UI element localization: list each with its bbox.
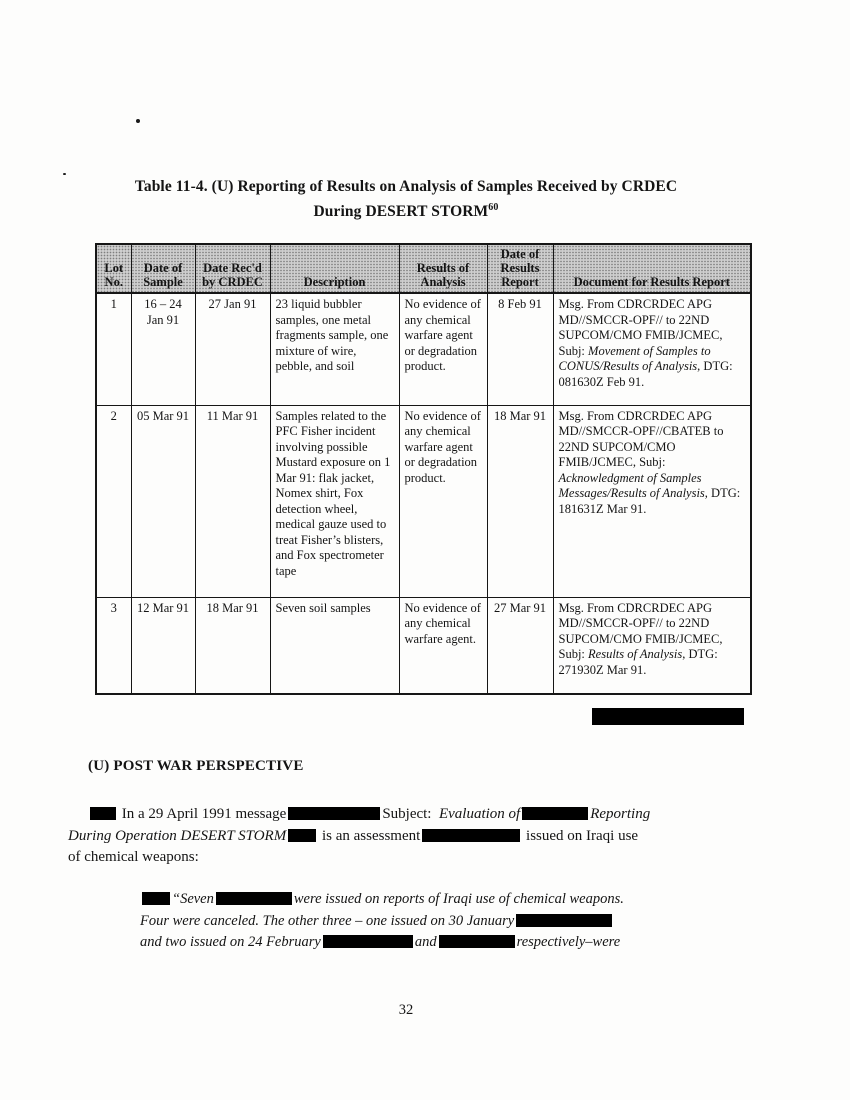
table-row — [96, 597, 751, 694]
redaction-bar — [216, 892, 292, 905]
scan-artifact-dot — [63, 173, 66, 175]
cited-title: During Operation DESERT STORM — [68, 827, 287, 844]
cited-title: Reporting — [590, 806, 651, 822]
table-title — [0, 176, 812, 222]
results-table — [95, 243, 752, 695]
body-text: issued on Iraqi use — [526, 827, 639, 844]
quote-line — [140, 932, 735, 954]
col-header-description: Description — [270, 244, 399, 293]
cell-results: No evidence of any chemical warfare agent or degradation product. — [399, 293, 487, 405]
document-subject-title: Acknowledgment of Samples Messages/Results of Analysis — [558, 470, 705, 500]
document-dtg: , DTG: 081630Z Feb 91. — [558, 359, 733, 389]
document-dtg: , DTG: 271930Z Mar 91. — [558, 647, 718, 677]
document-dtg: , DTG: 181631Z Mar 91. — [558, 486, 741, 516]
scan-artifact-dot — [136, 119, 140, 123]
page-number: 32 — [398, 1002, 414, 1018]
redaction-bar — [90, 807, 116, 820]
cell-date-of-sample: 12 Mar 91 — [131, 597, 195, 694]
redaction-bar — [142, 892, 170, 905]
quote-text: “Seven — [172, 891, 214, 907]
paragraph — [68, 804, 733, 869]
cell-results: No evidence of any chemical warfare agent. — [399, 597, 487, 694]
document-text: Msg. From CDRCRDEC APG MD//SMCCR-OPF// to 22ND SUPCOM/CMO FMIB/JCMEC, Subj: — [558, 600, 723, 661]
col-header-lot-no: Lot No. — [96, 244, 131, 293]
redaction-bar — [592, 708, 744, 725]
cell-date-of-report: 18 Mar 91 — [487, 405, 553, 597]
cell-lot-no: 1 — [96, 293, 131, 405]
table-row — [96, 293, 751, 405]
cell-description: Samples related to the PFC Fisher incident involving possible Mustard exposure on 1 Mar 91: flak jacket, Nomex shirt, Fox detection wheel, medical gauze used to treat Fisher’s blisters, and Fox spectrometer tape — [270, 405, 399, 597]
body-text: of chemical weapons: — [68, 849, 199, 865]
document-subject-title: Movement of Samples to CONUS/Results of Analysis — [558, 343, 711, 373]
redaction-bar — [422, 829, 520, 842]
table-title-line2 — [0, 197, 812, 222]
cell-date-of-sample: 16 – 24 Jan 91 — [131, 293, 195, 405]
redaction-bar — [323, 935, 413, 948]
cell-document — [553, 405, 751, 597]
cell-date-recd: 11 Mar 91 — [195, 405, 270, 597]
results-table-header — [96, 244, 751, 293]
col-header-results-of-analysis: Results of Analysis — [399, 244, 487, 293]
document-subject-title: Results of Analysis — [588, 647, 683, 661]
body-text: Subject: — [382, 806, 432, 822]
col-header-date-of-sample: Date of Sample — [131, 244, 195, 293]
cell-lot-no: 2 — [96, 405, 131, 597]
table-title-line1: Table 11-4. (U) Reporting of Results on Analysis of Samples Received by CRDEC — [134, 178, 678, 195]
paragraph-line — [68, 826, 733, 848]
cell-date-recd: 27 Jan 91 — [195, 293, 270, 405]
quote-line — [140, 889, 735, 911]
quote-line — [140, 911, 735, 933]
quote-text: were issued on reports of Iraqi use of chemical weapons. — [293, 891, 624, 907]
paragraph-line — [68, 804, 733, 826]
cell-lot-no: 3 — [96, 597, 131, 694]
cell-results: No evidence of any chemical warfare agent or degradation product. — [399, 405, 487, 597]
cell-description: Seven soil samples — [270, 597, 399, 694]
document-text: Msg. From CDRCRDEC APG MD//SMCCR-OPF//CBATEB to 22ND SUPCOM/CMO FMIB/JCMEC, Subj: — [558, 408, 724, 469]
redaction-bar — [516, 914, 612, 927]
redaction-bar — [439, 935, 515, 948]
body-text: is an assessment — [321, 827, 421, 844]
footnote-reference: 60 — [488, 202, 499, 213]
paragraph-line — [68, 847, 733, 869]
document-text: Msg. From CDRCRDEC APG MD//SMCCR-OPF// to 22ND SUPCOM/CMO FMIB/JCMEC, Subj: — [558, 297, 723, 358]
cell-description: 23 liquid bubbler samples, one metal fragments sample, one mixture of wire, pebble, and soil — [270, 293, 399, 405]
quote-text: and two issued on 24 February — [140, 934, 321, 950]
redaction-bar — [288, 807, 380, 820]
redaction-bar — [522, 807, 588, 820]
cell-date-of-sample: 05 Mar 91 — [131, 405, 195, 597]
section-heading: (U) POST WAR PERSPECTIVE — [88, 758, 304, 774]
quote-text: and — [414, 934, 437, 950]
table-row — [96, 405, 751, 597]
body-text: In a 29 April 1991 message — [121, 806, 287, 822]
col-header-document-for-results-report: Document for Results Report — [553, 244, 751, 293]
cell-document — [553, 597, 751, 694]
block-quote — [140, 889, 735, 954]
quote-text: Four were canceled. The other three – one issued on 30 January — [140, 912, 515, 929]
cell-date-of-report: 8 Feb 91 — [487, 293, 553, 405]
col-header-date-of-results-report: Date of Results Report — [487, 244, 553, 293]
cell-date-recd: 18 Mar 91 — [195, 597, 270, 694]
cell-date-of-report: 27 Mar 91 — [487, 597, 553, 694]
table-title-line2-text: During DESERT STORM — [313, 203, 489, 221]
redaction-bar — [288, 829, 316, 842]
col-header-date-recd-by-crdec: Date Rec'd by CRDEC — [195, 244, 270, 293]
cell-document — [553, 293, 751, 405]
cited-title: Evaluation of — [438, 806, 521, 822]
quote-text: respectively–were — [516, 934, 621, 950]
